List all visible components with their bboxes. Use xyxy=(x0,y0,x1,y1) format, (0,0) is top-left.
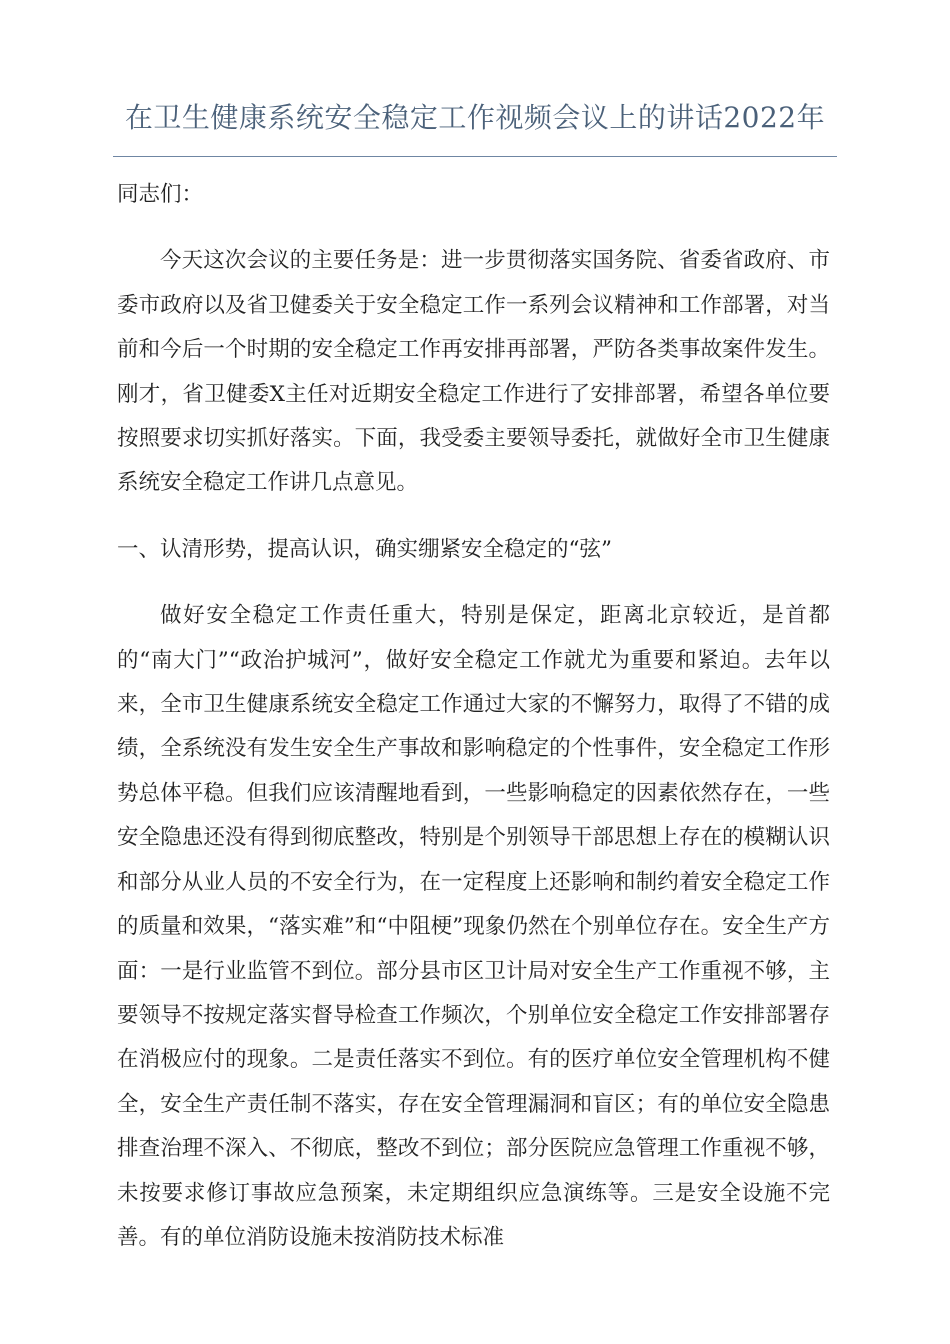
paragraph-situation: 做好安全稳定工作责任重大，特别是保定，距离北京较近，是首都的“南大门”“政治护城河”，做好安全稳定工作就尤为重要和紧迫。去年以来，全市卫生健康系统安全稳定工作通过大家的不懈努力，取得了不错的成绩，全系统没有发生安全生产事故和影响稳定的个性事件，安全稳定工作形势总体平稳。但我们应该清醒地看到，一些影响稳定的因素依然存在，一些安全隐患还没有得到彻底整改，特别是个别领导干部思想上存在的模糊认识和部分从业人员的不安全行为，在一定程度上还影响和制约着安全稳定工作的质量和效果，“落实难”和“中阻梗”现象仍然在个别单位存在。安全生产方面：一是行业监管不到位。部分县市区卫计局对安全生产工作重视不够，主要领导不按规定落实督导检查工作频次，个别单位安全稳定工作安排部署存在消极应付的现象。二是责任落实不到位。有的医疗单位安全管理机构不健全，安全生产责任制不落实，存在安全管理漏洞和盲区；有的单位安全隐患排查治理不深入、不彻底，整改不到位；部分医院应急管理工作重视不够，未按要求修订事故应急预案，未定期组织应急演练等。三是安全设施不完善。有的单位消防设施未按消防技术标准 xyxy=(117,603,830,1250)
title-divider xyxy=(113,156,837,157)
document-body xyxy=(117,173,830,1260)
paragraph-intro: 今天这次会议的主要任务是：进一步贯彻落实国务院、省委省政府、市委市政府以及省卫健委关于安全稳定工作一系列会议精神和工作部署，对当前和今后一个时期的安全稳定工作再安排再部署，严防各类事故案件发生。刚才，省卫健委X主任对近期安全稳定工作进行了安排部署，希望各单位要按照要求切实抓好落实。下面，我受委主要领导委托，就做好全市卫生健康系统安全稳定工作讲几点意见。 xyxy=(117,248,830,496)
section-heading: 一、认清形势，提高认识，确实绷紧安全稳定的“弦” xyxy=(117,536,612,562)
document-title: 在卫生健康系统安全稳定工作视频会议上的讲话2022年 xyxy=(124,101,826,134)
salutation: 同志们： xyxy=(117,182,204,207)
